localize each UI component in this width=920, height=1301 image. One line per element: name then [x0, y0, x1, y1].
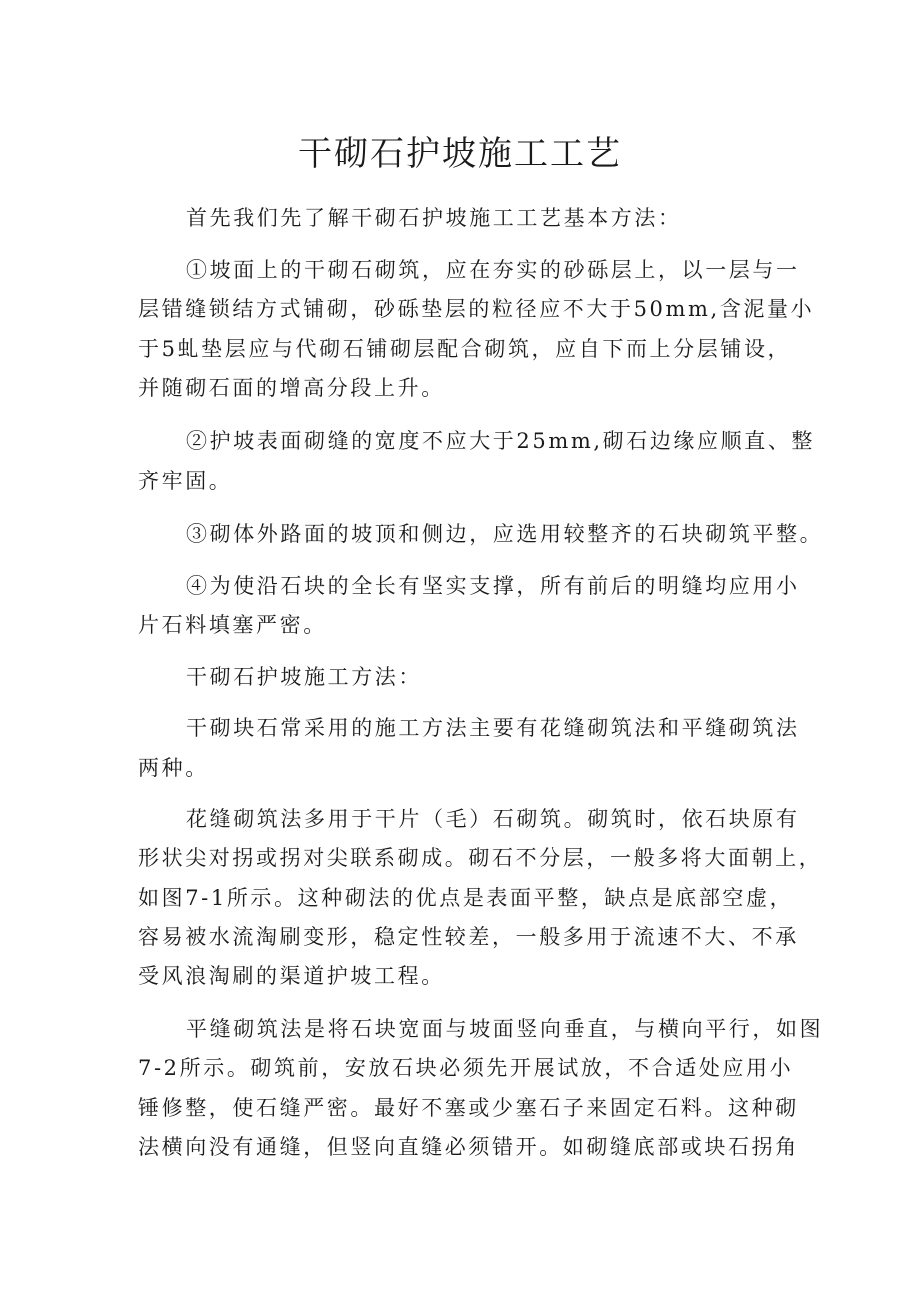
- flat-joint-line-1: 平缝砌筑法是将石块宽面与坡面竖向垂直，与横向平行，如图: [186, 1017, 824, 1041]
- flat-joint-line-3: 锤修整，使石缝严密。最好不塞或少塞石子来固定石料。这种砌: [138, 1096, 799, 1120]
- item-4-line-1: ④为使沿石块的全长有坚实支撑，所有前后的明缝均应用小: [186, 574, 800, 598]
- item-3-line-1: ③砌体外路面的坡顶和侧边，应选用较整齐的石块砌筑平整。: [186, 522, 824, 546]
- flower-joint-line-4: 容易被水流淘刷变形，稳定性较差，一般多用于流速不大、不承: [138, 925, 799, 949]
- intro-line: 首先我们先了解干砌石护坡施工工艺基本方法：: [186, 206, 682, 230]
- flower-joint-line-3: 如图7-1所示。这种砌法的优点是表面平整，缺点是底部空虚，: [138, 886, 794, 910]
- method-intro-line-2: 两种。: [138, 756, 209, 780]
- document-title: 干砌石护坡施工工艺: [298, 134, 622, 174]
- item-4-line-2: 片石料填塞严密。: [138, 613, 327, 637]
- item-1-line-4: 并随砌石面的增高分段上升。: [138, 376, 445, 400]
- item-2-line-1: ②护坡表面砌缝的宽度不应大于25mm,砌石边缘应顺直、整: [186, 429, 816, 453]
- item-1-line-3: 于5虬垫层应与代砌石铺砌层配合砌筑，应自下而上分层铺设，: [138, 337, 792, 361]
- item-2-line-2: 齐牢固。: [138, 469, 233, 493]
- flat-joint-line-2: 7-2所示。砌筑前，安放石块必须先开展试放，不合适处应用小: [138, 1056, 794, 1080]
- flower-joint-line-5: 受风浪淘刷的渠道护坡工程。: [138, 964, 445, 988]
- item-1-line-1: ①坡面上的干砌石砌筑，应在夯实的砂砾层上，以一层与一: [186, 258, 800, 282]
- method-heading: 干砌石护坡施工方法：: [186, 665, 422, 689]
- flower-joint-line-2: 形状尖对拐或拐对尖联系砌成。砌石不分层，一般多将大面朝上，: [138, 846, 823, 870]
- item-1-line-2: 层错缝锁结方式铺砌，砂砾垫层的粒径应不大于50mm,含泥量小: [138, 297, 815, 321]
- flat-joint-line-4: 法横向没有通缝，但竖向直缝必须错开。如砌缝底部或块石拐角: [138, 1135, 799, 1159]
- method-intro-line-1: 干砌块石常采用的施工方法主要有花缝砌筑法和平缝砌筑法: [186, 716, 800, 740]
- flower-joint-line-1: 花缝砌筑法多用于干片（毛）石砌筑。砌筑时，依石块原有: [186, 807, 800, 831]
